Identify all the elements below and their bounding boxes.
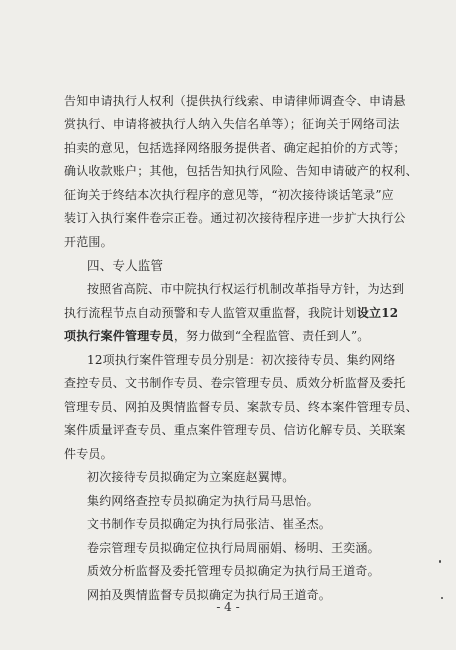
- paragraph-text: ，努力做到“全程监管、责任到人”。: [173, 329, 370, 343]
- bold-text: 项执行案件管理专员: [64, 329, 174, 343]
- assignment-line: 网拍及舆情监督专员拟确定为执行局王道奇。: [87, 588, 332, 602]
- scan-speck: [441, 597, 443, 599]
- section-heading: 四、专人监管: [87, 258, 164, 273]
- paragraph-line: [64, 329, 404, 343]
- bold-text: 设立12: [356, 306, 399, 320]
- paragraph-line: 装订入执行案件卷宗正卷。通过初次接待程序进一步扩大执行公: [64, 211, 406, 225]
- assignment-line: 文书制作专员拟确定为执行局张洁、崔圣杰。: [87, 517, 332, 531]
- paragraph-line: 12项执行案件管理专员分别是：初次接待专员、集约网络: [87, 353, 396, 367]
- assignment-line: 卷宗管理专员拟确定位执行局周丽娟、杨明、王奕涵。: [87, 541, 380, 555]
- paragraph-line: 拍卖的意见，包括选择网络服务提供者、确定起拍价的方式等；: [64, 141, 406, 155]
- assignment-line: 初次接待专员拟确定为立案庭赵翼博。: [87, 470, 295, 484]
- assignment-line: 集约网络查控专员拟确定为执行局马思怡。: [87, 494, 319, 508]
- page-number: - 4 -: [216, 600, 240, 614]
- assignment-line: 质效分析监督及委托管理专员拟确定为执行局王道奇。: [87, 564, 380, 578]
- paragraph-line: [64, 306, 404, 320]
- paragraph-line: 确认收款账户；其他，包括告知执行风险、告知申请破产的权利、: [64, 164, 418, 178]
- paragraph-line: 赏执行、申请将被执行人纳入失信名单等）；征询关于网络司法: [64, 117, 400, 131]
- paragraph-line: 案件质量评查专员、重点案件管理专员、信访化解专员、关联案: [64, 423, 406, 437]
- paragraph-line: 开范围。: [64, 235, 113, 249]
- paragraph-line: 查控专员、文书制作专员、卷宗管理专员、质效分析监督及委托: [64, 376, 406, 390]
- paragraph-line: 管理专员、网拍及舆情监督专员、案款专员、终本案件管理专员、: [64, 400, 418, 414]
- paragraph-line: 告知申请执行人权利（提供执行线索、申请律师调查令、申请悬: [64, 94, 406, 108]
- paragraph-line: 按照省高院、市中院执行权运行机制改革指导方针，为达到: [87, 282, 405, 296]
- paragraph-line: 件专员。: [64, 447, 113, 461]
- scan-speck: [439, 560, 441, 563]
- paragraph-line: 征询关于终结本次执行程序的意见等，“初次接待谈话笔录”应: [64, 188, 394, 202]
- paragraph-text: 执行流程节点自动预警和专人监管双重监督，我院计划: [64, 306, 357, 320]
